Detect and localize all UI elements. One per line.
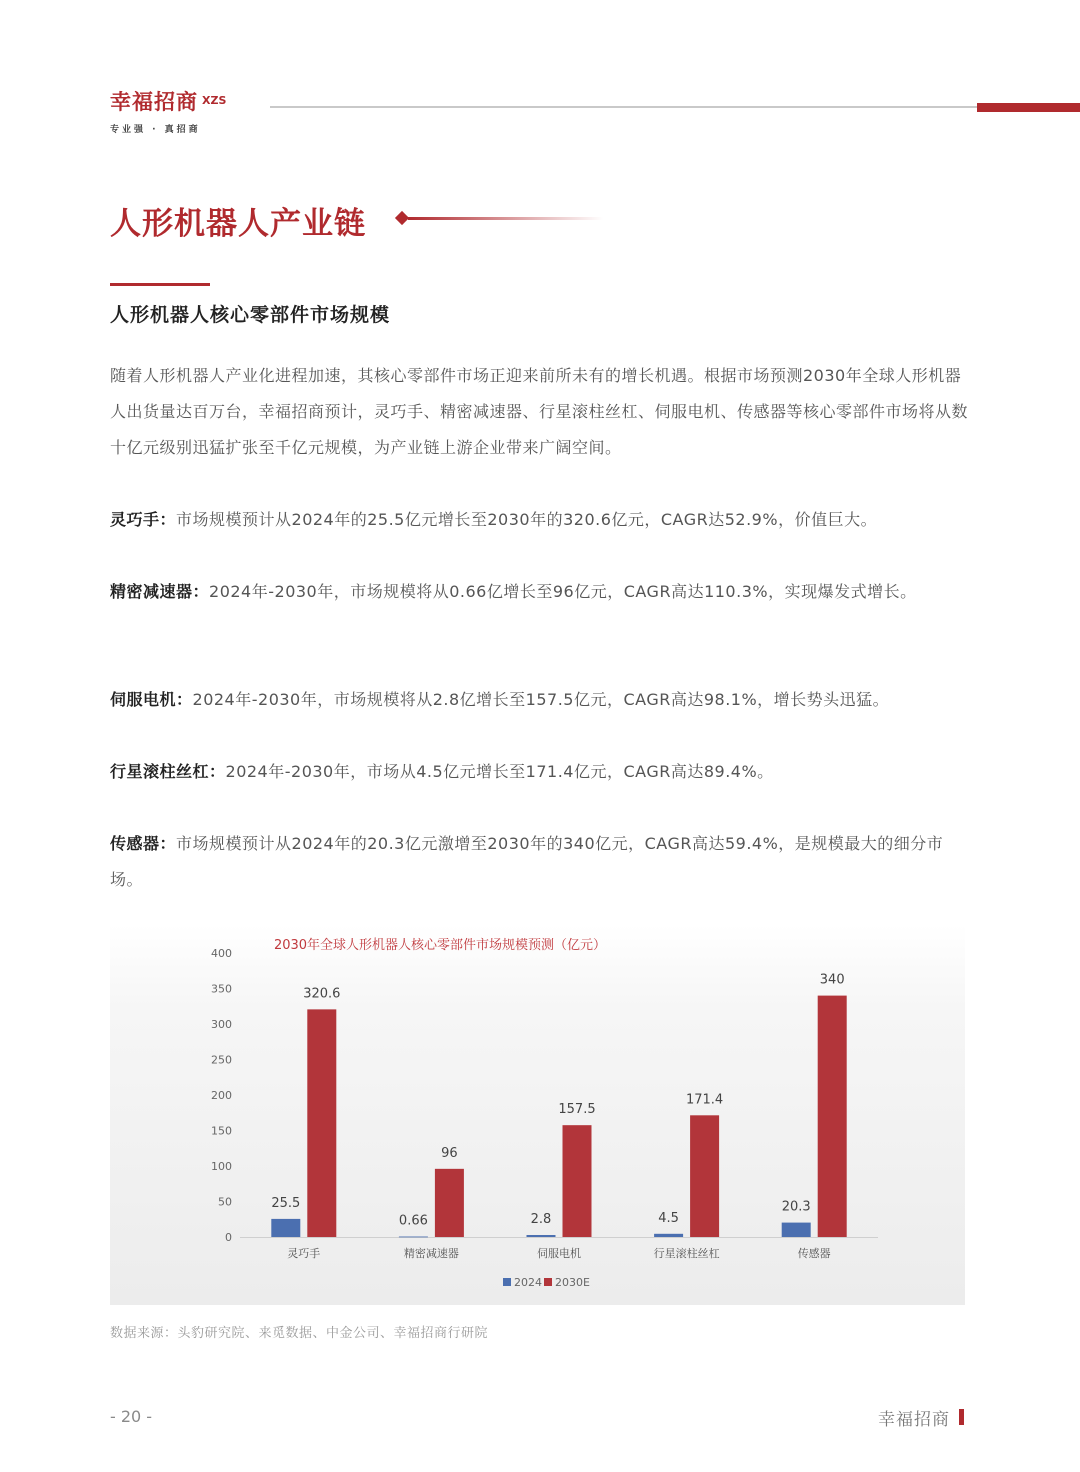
x-tick-label: 精密减速器 [403, 1247, 459, 1260]
x-tick-label: 灵巧手 [287, 1247, 321, 1260]
y-tick-label: 300 [211, 1018, 232, 1031]
bar-2030E [818, 996, 847, 1237]
y-tick-label: 250 [211, 1053, 232, 1067]
bar-2024 [782, 1223, 811, 1237]
logo-name: 幸福招商 [110, 90, 198, 114]
title-decor-line [408, 217, 603, 220]
logo-main [110, 86, 227, 116]
legend-label: 2030E [555, 1276, 590, 1289]
item-precision-reducer [110, 574, 970, 610]
x-tick-label: 传感器 [797, 1247, 831, 1260]
y-tick-label: 100 [211, 1160, 232, 1173]
bar-chart [110, 925, 965, 1305]
diamond-icon [395, 211, 409, 225]
bar-2024 [399, 1237, 428, 1238]
y-tick-label: 50 [218, 1195, 232, 1209]
item-text: 市场规模预计从2024年的25.5亿元增长至2030年的320.6亿元，CAGR达52.9%，价值巨大。 [176, 510, 878, 529]
item-text: 2024年-2030年，市场从4.5亿元增长至171.4亿元，CAGR高达89.4%。 [225, 762, 774, 781]
data-label: 25.5 [271, 1195, 301, 1211]
header-divider [270, 106, 978, 108]
section-title: 人形机器人产业链 [110, 206, 366, 242]
data-label: 0.66 [398, 1213, 428, 1229]
data-label: 171.4 [685, 1092, 724, 1108]
item-servo-motor [110, 682, 970, 718]
item-text: 2024年-2030年，市场规模将从0.66亿增长至96亿元，CAGR高达110.3%，实现爆发式增长。 [209, 582, 917, 601]
data-label: 157.5 [558, 1102, 596, 1118]
item-label: 精密减速器： [110, 582, 210, 601]
data-label: 340 [819, 972, 845, 988]
item-label: 伺服电机： [110, 690, 193, 709]
data-source: 数据来源：头豹研究院、来觅数据、中金公司、幸福招商行研院 [110, 1326, 489, 1341]
x-tick-label: 伺服电机 [537, 1247, 581, 1260]
item-label: 灵巧手： [110, 510, 177, 529]
item-label: 传感器： [110, 834, 177, 853]
logo-mark-icon: XZS [202, 94, 227, 107]
data-label: 20.3 [781, 1199, 811, 1215]
footer-accent-bar [959, 1409, 964, 1425]
bar-2030E [690, 1115, 719, 1237]
item-roller-screw [110, 754, 970, 790]
y-tick-label: 200 [211, 1089, 232, 1102]
bar-2030E [307, 1009, 336, 1237]
item-text: 2024年-2030年，市场规模将从2.8亿增长至157.5亿元，CAGR高达98.1%，增长势头迅猛。 [192, 690, 890, 709]
y-tick-label: 0 [225, 1231, 232, 1244]
data-label: 2.8 [530, 1212, 552, 1228]
item-text: 市场规模预计从2024年的20.3亿元激增至2030年的340亿元，CAGR高达59.4%，是规模最大的细分市场。 [110, 834, 944, 889]
subtitle-accent-bar [110, 283, 210, 286]
legend-swatch [544, 1278, 552, 1286]
item-sensor [110, 826, 970, 898]
y-tick-label: 150 [211, 1124, 232, 1138]
data-label: 96 [441, 1145, 458, 1161]
data-label: 4.5 [658, 1210, 679, 1226]
header-accent-bar [977, 103, 1080, 112]
page-number: - 20 - [110, 1407, 153, 1426]
y-tick-label: 400 [211, 947, 232, 960]
brand-logo [110, 86, 227, 135]
chart-title: 2030年全球人形机器人核心零部件市场规模预测（亿元） [273, 938, 607, 953]
legend-swatch [503, 1278, 511, 1286]
bar-2030E [563, 1125, 592, 1237]
item-dexterous-hand [110, 502, 970, 538]
intro-paragraph: 随着人形机器人产业化进程加速，其核心零部件市场正迎来前所未有的增长机遇。根据市场预测2030年全球人形机器人出货量达百万台，幸福招商预计，灵巧手、精密减速器、行星滚柱丝杠、伺服电机、传感器等核心零部件市场将从数十亿元级别迅猛扩张至千亿元规模，为产业链上游企业带来广阔空间。 [110, 366, 969, 457]
y-tick-label: 350 [211, 982, 232, 996]
bar-2024 [271, 1219, 300, 1237]
legend-label: 2024 [514, 1276, 542, 1289]
x-tick-label: 行星滚柱丝杠 [653, 1247, 720, 1260]
footer-brand: 幸福招商 [878, 1410, 950, 1430]
data-label: 320.6 [303, 986, 341, 1002]
subtitle: 人形机器人核心零部件市场规模 [110, 304, 391, 326]
chart-svg [110, 925, 965, 1305]
bar-2024 [527, 1235, 556, 1237]
logo-slogan: 专业强 · 真招商 [110, 125, 201, 135]
bar-2030E [435, 1169, 464, 1237]
item-label: 行星滚柱丝杠： [110, 762, 226, 781]
bar-2024 [654, 1234, 683, 1237]
